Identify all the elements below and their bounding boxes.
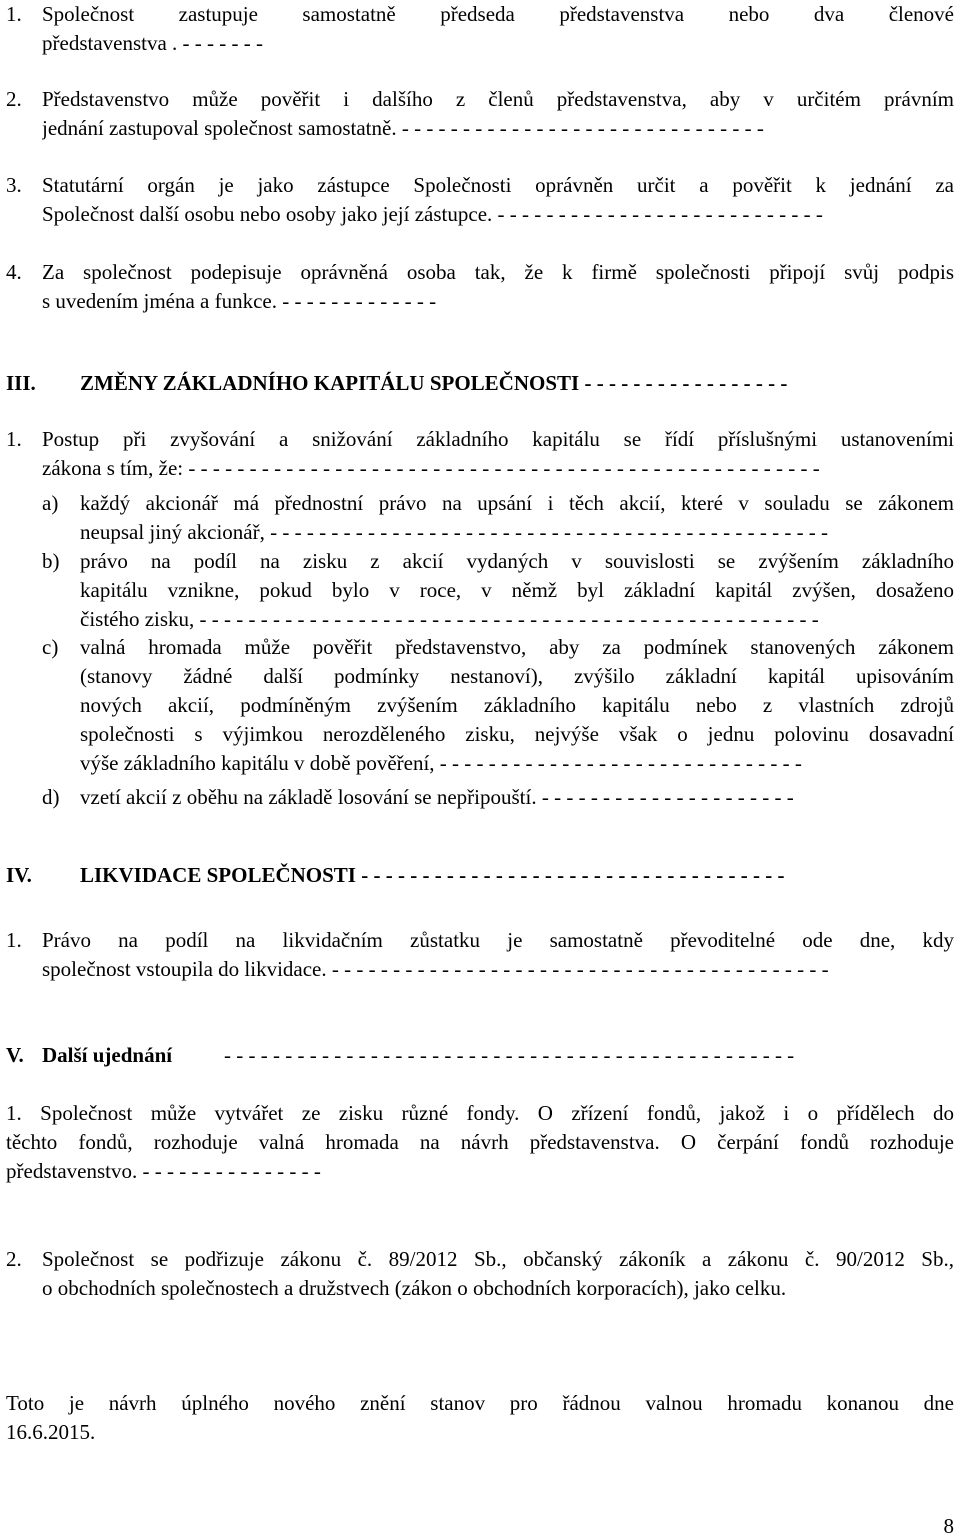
text-line: 16.6.2015.: [6, 1420, 96, 1444]
list-label: d): [42, 785, 60, 809]
item-number: 3.: [6, 173, 22, 197]
text-line: Toto je návrh úplného nového znění stanov pro řádnou valnou hromadu konanou dne: [6, 1391, 954, 1415]
text-line: představenstva . - - - - - - -: [42, 31, 263, 55]
dash-filler: - - - - - - - - - - - - - - - - - - - - - - - - - - - - - - - - - - - - - - - - - - - - - - -: [224, 1043, 795, 1067]
item-number: 2.: [6, 1247, 22, 1271]
text-line: Společnost další osobu nebo osoby jako její zástupce. - - - - - - - - - - - - - - - - - - - - - - - - - - -: [42, 202, 823, 226]
text-line: nových akcií, podmíněným zvýšením základního kapitálu nebo z vlastních zdrojů: [80, 693, 954, 717]
section-number: V.: [6, 1043, 24, 1067]
paragraph: [42, 258, 954, 316]
list-item: [80, 783, 954, 812]
text-line: s uvedením jména a funkce. - - - - - - - - - - - - -: [42, 289, 437, 313]
text-line: čistého zisku, - - - - - - - - - - - - - - - - - - - - - - - - - - - - - - - - - - - - - - - - - - - - - - - - - - -: [80, 607, 819, 631]
section-title: ZMĚNY ZÁKLADNÍHO KAPITÁLU SPOLEČNOSTI - - - - - - - - - - - - - - - - -: [80, 371, 788, 395]
text-line: těchto fondů, rozhoduje valná hromada na návrh představenstva. O čerpání fondů rozhoduje: [6, 1130, 954, 1154]
paragraph: [6, 1099, 954, 1186]
section-number: IV.: [6, 863, 32, 887]
text-line: představenstvo. - - - - - - - - - - - - - - -: [6, 1159, 321, 1183]
page-number: 8: [943, 1514, 954, 1538]
text-line: Postup při zvyšování a snižování základního kapitálu se řídí příslušnými ustanoveními: [42, 427, 954, 451]
section-title: LIKVIDACE SPOLEČNOSTI - - - - - - - - - - - - - - - - - - - - - - - - - - - - - - - - - - -: [80, 863, 785, 887]
text-line: vzetí akcií z oběhu na základě losování se nepřipouští. - - - - - - - - - - - - - - - - - - - - -: [80, 785, 794, 809]
text-line: Statutární orgán je jako zástupce Společnosti oprávněn určit a pověřit k jednání za: [42, 173, 954, 197]
section-title: Další ujednání: [42, 1043, 173, 1067]
list-item: [80, 547, 954, 634]
text-line: Právo na podíl na likvidačním zůstatku je samostatně převoditelné ode dne, kdy: [42, 928, 954, 952]
item-number: 4.: [6, 260, 22, 284]
list-label: b): [42, 549, 60, 573]
paragraph: [42, 171, 954, 229]
list-item: [80, 633, 954, 778]
paragraph: [42, 85, 954, 143]
closing-statement: [6, 1389, 954, 1447]
item-number: 1.: [6, 427, 22, 451]
list-label: a): [42, 491, 59, 515]
text-line: kapitálu vznikne, pokud bylo v roce, v němž byl základní kapitál zvýšen, dosaženo: [80, 578, 954, 602]
text-line: právo na podíl na zisku z akcií vydaných v souvislosti se zvýšením základního: [80, 549, 954, 573]
paragraph: [42, 0, 954, 58]
text-line: jednání zastupoval společnost samostatně. - - - - - - - - - - - - - - - - - - - - - - - - - - - - - -: [42, 116, 764, 140]
text-line: Představenstvo může pověřit i dalšího z členů představenstva, aby v určitém právním: [42, 87, 954, 111]
item-number: 2.: [6, 87, 22, 111]
text-line: zákona s tím, že: - - - - - - - - - - - - - - - - - - - - - - - - - - - - - - - - - - - - - - - - - - - - - - - - - - - -: [42, 456, 820, 480]
section-number: III.: [6, 371, 36, 395]
list-item: [80, 489, 954, 547]
text-line: každý akcionář má přednostní právo na upsání i těch akcií, které v souladu se zákonem: [80, 491, 954, 515]
text-line: Společnost zastupuje samostatně předseda představenstva nebo dva členové: [42, 2, 954, 26]
text-line: výše základního kapitálu v době pověření, - - - - - - - - - - - - - - - - - - - - - - - - - - - - - -: [80, 751, 802, 775]
item-number: 1.: [6, 928, 22, 952]
text-line: Společnost se podřizuje zákonu č. 89/2012 Sb., občanský zákoník a zákonu č. 90/2012 Sb.,: [42, 1247, 954, 1271]
text-line: valná hromada může pověřit představenstvo, aby za podmínek stanovených zákonem: [80, 635, 954, 659]
paragraph: [42, 425, 954, 483]
paragraph: [42, 1245, 954, 1303]
paragraph: [42, 926, 954, 984]
text-line: společnosti s výjimkou nerozděleného zisku, nejvýše však o jednu polovinu dosavadní: [80, 722, 954, 746]
text-line: neupsal jiný akcionář, - - - - - - - - - - - - - - - - - - - - - - - - - - - - - - - - - - - - - - - - - - - - - -: [80, 520, 829, 544]
text-line: o obchodních společnostech a družstvech (zákon o obchodních korporacích), jako celku.: [42, 1276, 787, 1300]
text-line: společnost vstoupila do likvidace. - - - - - - - - - - - - - - - - - - - - - - - - - - - - - - - - - - - - - - - - -: [42, 957, 829, 981]
text-line: (stanovy žádné další podmínky nestanoví), zvýšilo základní kapitál upisováním: [80, 664, 954, 688]
item-number: 1.: [6, 2, 22, 26]
text-line: Za společnost podepisuje oprávněná osoba tak, že k firmě společnosti připojí svůj podpis: [42, 260, 954, 284]
text-line: 1. Společnost může vytvářet ze zisku různé fondy. O zřízení fondů, jakož i o přídělech do: [6, 1101, 954, 1125]
list-label: c): [42, 635, 59, 659]
